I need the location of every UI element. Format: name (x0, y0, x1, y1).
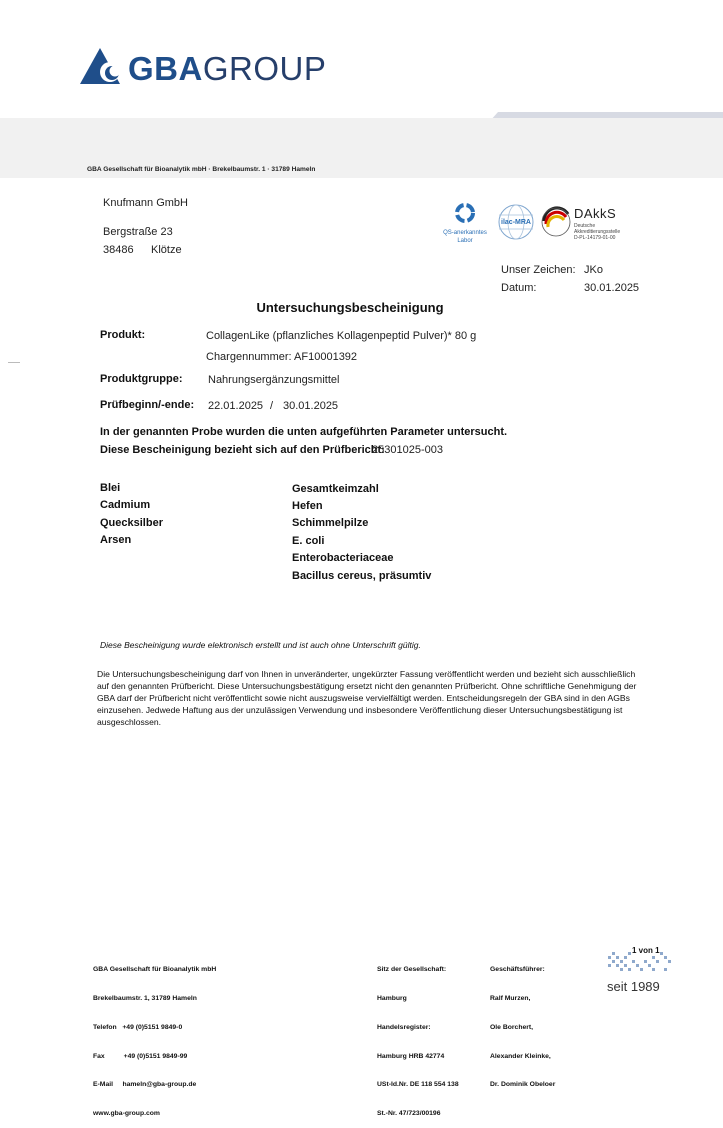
test-end-date: 30.01.2025 (283, 400, 339, 412)
footer-line: Handelsregister: (377, 1023, 431, 1031)
product-group-label: Produktgruppe: (100, 373, 183, 385)
test-period-label: Prüfbeginn/-ende: (100, 399, 195, 411)
test-period-separator: / (270, 400, 274, 412)
footer-registry (377, 946, 459, 1128)
dakks-emblem-icon (540, 204, 572, 238)
recipient-zip: 38486 (103, 244, 134, 256)
qs-swirl-icon (454, 202, 476, 224)
gba-logo-text: GBAGROUP (128, 50, 327, 87)
footer-line: Ralf Murzen, (490, 994, 531, 1002)
footer-line: Brekelbaumstr. 1, 31789 Hameln (93, 994, 197, 1002)
footer-website: www.gba-group.com (93, 1110, 160, 1118)
recipient-street: Bergstraße 23 (103, 226, 173, 238)
footer-line: E-Mail hameln@gba-group.de (93, 1081, 197, 1089)
ilac-badge (497, 203, 535, 246)
fold-mark (8, 362, 20, 363)
parameter-item: E. coli (292, 535, 325, 547)
parameter-item: Arsen (100, 534, 132, 546)
dot-matrix-icon (606, 938, 672, 976)
date-label: Datum: (501, 282, 537, 294)
dakks-sub-line1: Deutsche (574, 223, 596, 229)
report-number: 25301025-003 (372, 444, 443, 456)
footer-line: GBA Gesellschaft für Bioanalytik mbH (93, 966, 217, 974)
footer-line: Hamburg HRB 42774 (377, 1052, 445, 1060)
footer-company (93, 946, 216, 1128)
dakks-sub-line2: Akkreditierungsstelle (574, 229, 621, 235)
sender-line: GBA Gesellschaft für Bioanalytik mbH · Brekelbaumstr. 1 · 31789 Hameln (87, 166, 316, 173)
parameter-item: Gesamtkeimzahl (292, 483, 379, 495)
electronic-note: Diese Bescheinigung wurde elektronisch erstellt und ist auch ohne Unterschrift gültig. (100, 640, 421, 650)
parameter-item: Schimmelpilze (292, 517, 369, 529)
qs-badge (437, 202, 493, 245)
date-value: 30.01.2025 (584, 282, 640, 294)
footer-line: St.-Nr. 47/723/00196 (377, 1110, 441, 1118)
batch-number: Chargennummer: AF10001392 (206, 351, 358, 363)
page-number: 1 von 1 (632, 946, 660, 955)
qs-badge-line1: QS-anerkanntes (443, 230, 487, 236)
parameter-item: Cadmium (100, 499, 151, 511)
dakks-subtitle (574, 223, 620, 241)
qs-badge-line2: Labor (457, 238, 473, 244)
footer-management (490, 946, 555, 1100)
ilac-text: ilac-MRA (501, 219, 531, 226)
parameter-item: Bacillus cereus, präsumtiv (292, 570, 432, 582)
parameter-item: Enterobacteriaceae (292, 552, 394, 564)
product-label: Produkt: (100, 329, 146, 341)
recipient-city: Klötze (151, 244, 182, 256)
ilac-globe-icon (497, 203, 535, 241)
dakks-badge (540, 204, 621, 243)
reference-label: Unser Zeichen: (501, 264, 576, 276)
recipient-name: Knufmann GmbH (103, 197, 188, 209)
parameter-item: Hefen (292, 500, 323, 512)
footer-line: Geschäftsführer: (490, 966, 545, 974)
disclaimer-text: Die Untersuchungsbescheinigung darf von Ihnen in unveränderter, ungekürzter Fassung veröffentlicht werden und bezieht sich ausschließlich auf den genannten Prüfbericht. Diese Untersuchungsbestätigung ersetzt nicht den genannten Prüfbericht. Ohne schriftliche Genehmigung der GBA darf der Prüfbericht nicht veröffentlicht sowie nicht auszugsweise vervielfältigt werden. Entscheidungsregeln der GBA sind in den AGBs einzusehen. Jedwede Haftung aus der unzulässigen Verwendung und insbesondere Veröffentlichung dieser Untersuchungsbestätigung ist ausgeschlossen. (97, 669, 637, 727)
since-tagline: seit 1989 (607, 979, 660, 994)
footer-line: USt-Id.Nr. DE 118 554 138 (377, 1081, 459, 1089)
footer-line: Dr. Dominik Obeloer (490, 1081, 556, 1089)
product-value: CollagenLike (pflanzliches Kollagenpeptid Pulver)* 80 g (206, 330, 477, 342)
gba-logo-mark-icon (80, 48, 124, 84)
footer-line: Alexander Kleinke, (490, 1052, 551, 1060)
document-title: Untersuchungsbescheinigung (256, 300, 444, 315)
statement-line2: Diese Bescheinigung bezieht sich auf den Prüfbericht: (100, 444, 385, 456)
dakks-name: DAkkS (574, 206, 617, 221)
footer-line: Telefon +49 (0)5151 9849-0 (93, 1023, 183, 1031)
footer-line: Sitz der Gesellschaft: (377, 966, 447, 974)
footer-line: Fax +49 (0)5151 9849-99 (93, 1052, 188, 1060)
product-group-value: Nahrungsergänzungsmittel (208, 374, 340, 386)
footer-line: Ole Borchert, (490, 1023, 534, 1031)
footer-line: Hamburg (377, 994, 407, 1002)
parameter-item: Blei (100, 482, 121, 494)
parameter-item: Quecksilber (100, 517, 163, 529)
reference-value: JKo (584, 264, 603, 276)
dakks-sub-line3: D-PL-14179-01-00 (574, 235, 616, 241)
statement-line1: In der genannten Probe wurden die unten aufgeführten Parameter untersucht. (100, 426, 508, 438)
test-start-date: 22.01.2025 (208, 400, 264, 412)
